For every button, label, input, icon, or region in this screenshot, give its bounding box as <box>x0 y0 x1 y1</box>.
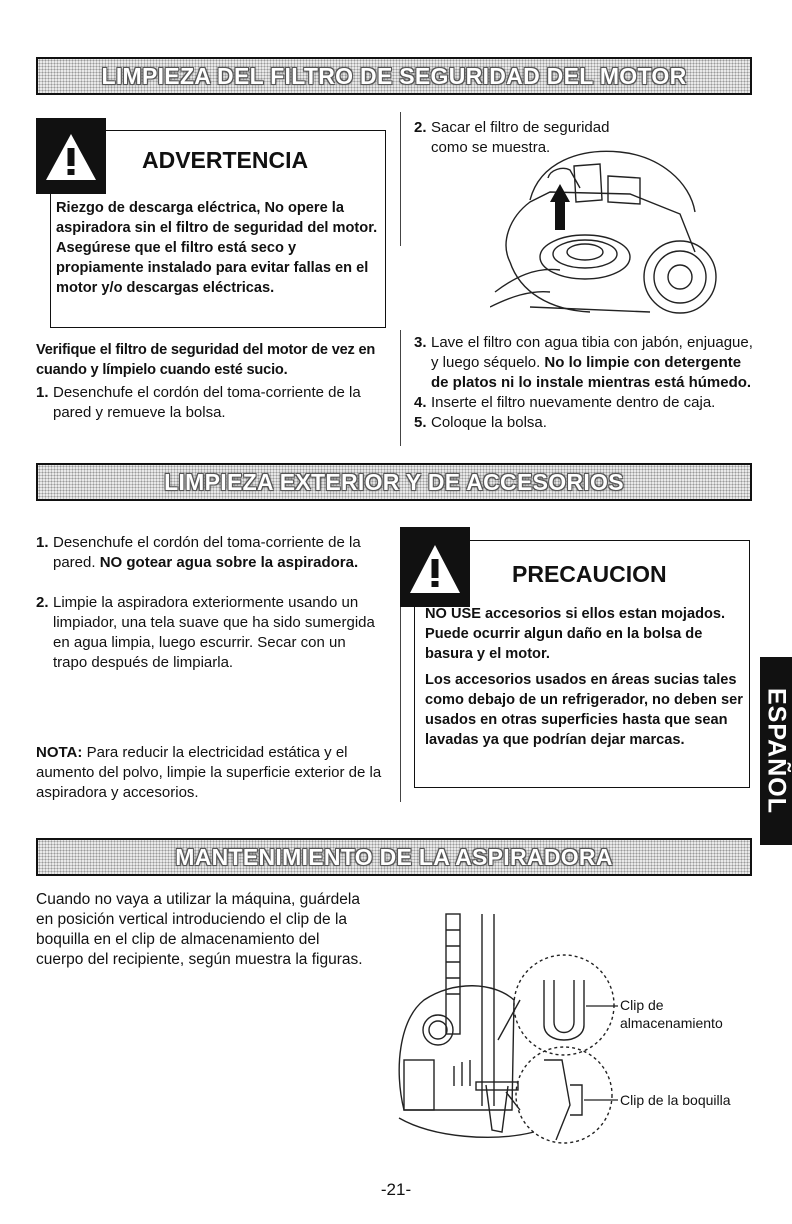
caution-title: PRECAUCION <box>512 561 667 587</box>
step-text: Inserte el filtro nuevamente dentro de caja. <box>431 394 716 411</box>
section-title-filter: LIMPIEZA DEL FILTRO DE SEGURIDAD DEL MOTOR <box>36 57 752 95</box>
step-number: 3. <box>414 334 427 351</box>
step-number: 2. <box>36 594 49 611</box>
step-bold-text: No lo limpie con detergente de platos ni lo instale mientras está húmedo. <box>431 354 752 391</box>
filter-step-1 <box>36 383 381 423</box>
storage-illustration <box>394 910 624 1150</box>
step-number: 1. <box>36 534 49 551</box>
note-text: Para reducir la electricidad estática y el aumento del polvo, limpie la superficie exterior de la aspiradora y accesorios. <box>36 744 382 801</box>
step-bold-text: NO gotear agua sobre la aspiradora. <box>99 554 359 571</box>
caution-triangle-icon <box>400 527 470 607</box>
step-text: Sacar el filtro de seguridad como se muestra. <box>431 119 610 156</box>
filter-intro: Verifique el filtro de seguridad del motor de vez en cuando y límpielo cuando esté sucio. <box>36 342 376 378</box>
step-number: 2. <box>414 119 427 136</box>
column-divider <box>400 112 401 246</box>
exterior-steps <box>36 533 381 673</box>
section-title-exterior: LIMPIEZA EXTERIOR Y DE ACCESORIOS <box>36 463 752 501</box>
column-divider <box>400 330 401 446</box>
step-number: 1. <box>36 384 49 401</box>
callout-nozzle-clip: Clip de la boquilla <box>620 1092 731 1108</box>
step-text: Lave el filtro con agua tibia con jabón, enjuague, y luego séquelo. <box>431 334 753 371</box>
filter-steps-3-5 <box>414 333 754 433</box>
filter-removal-illustration <box>490 142 730 322</box>
step-text: Limpie la aspiradora exteriormente usando un limpiador, una tela suave que ha sido sumergida en agua limpia, luego escurrir. Secar con un trapo después de limpiarla. <box>53 594 375 671</box>
callout-storage-clip: Clip de almacenamiento <box>620 997 723 1031</box>
step-text: Coloque la bolsa. <box>431 414 547 431</box>
maintenance-text: Cuando no vaya a utilizar la máquina, guárdela en posición vertical introduciendo el clip de la boquilla en el clip de almacenamiento del cuerpo del recipiente, según muestra la figuras. <box>36 891 363 968</box>
step-number: 5. <box>414 414 427 431</box>
page-number: -21- <box>380 1180 412 1199</box>
caution-text-1: NO USE accesorios si ellos estan mojados. Puede ocurrir algun daño en la bolsa de basura y el motor. <box>425 606 726 662</box>
step-number: 4. <box>414 394 427 411</box>
note-label: NOTA: <box>36 744 83 761</box>
exterior-note <box>36 743 386 803</box>
warning-title: ADVERTENCIA <box>142 147 309 173</box>
section-title-maintenance: MANTENIMIENTO DE LA ASPIRADORA <box>36 838 752 876</box>
caution-text-2: Los accesorios usados en áreas sucias tales como debajo de un refrigerador, no deben ser usados en otras superficies hasta que sean lavadas ya que podrían dejar marcas. <box>425 672 743 748</box>
step-text: Desenchufe el cordón del toma-corriente de la pared. <box>53 534 361 571</box>
step-text: Desenchufe el cordón del toma-corriente de la pared y remueve la bolsa. <box>53 384 361 421</box>
warning-triangle-icon <box>36 118 106 194</box>
warning-text: Riezgo de descarga eléctrica, No opere la aspiradora sin el filtro de seguridad del motor. Asegúrese que el filtro está seco y propiamente instalado para evitar fallas en el motor y/o descargas eléctricas. <box>56 200 378 296</box>
language-tab: ESPAÑOL <box>760 657 792 845</box>
